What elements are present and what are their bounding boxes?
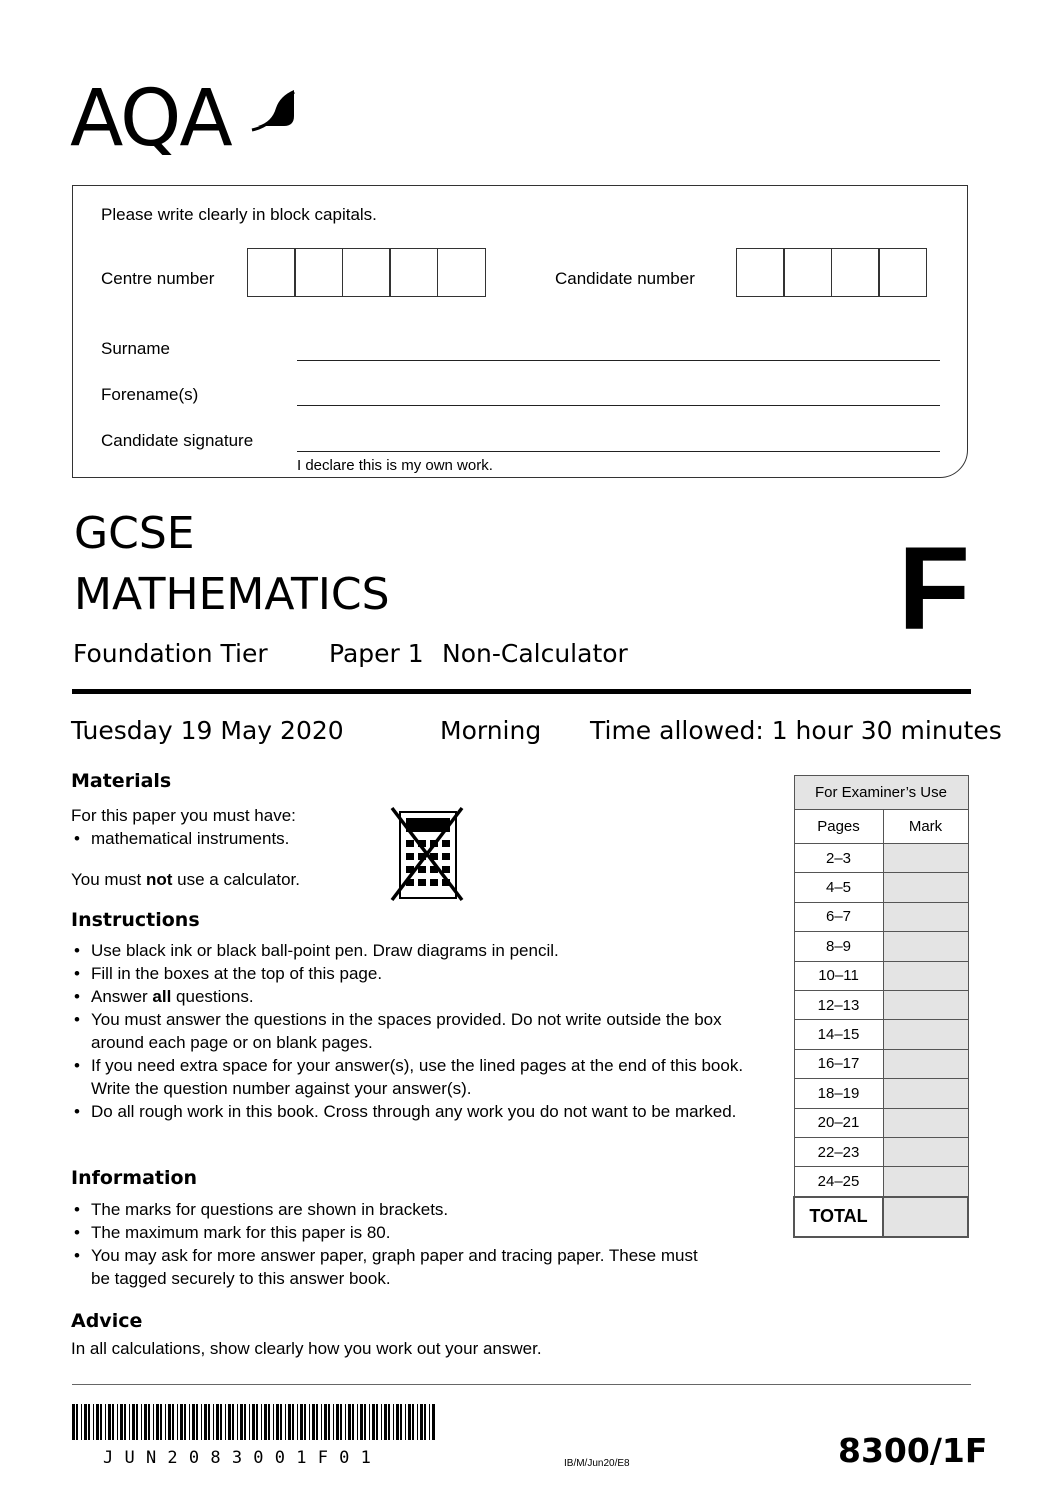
header-divider [72, 689, 971, 694]
forename-label: Forename(s) [101, 385, 199, 404]
total-row: TOTAL [794, 1197, 968, 1237]
mark-cell [883, 1108, 968, 1137]
pages-column-header: Pages [794, 810, 883, 844]
mark-cell [883, 1020, 968, 1049]
list-item: • Do all rough work in this book. Cross through any work you do not want to be marked. [71, 1100, 751, 1123]
signature-field[interactable] [297, 451, 940, 452]
table-row: 10–11 [794, 961, 968, 990]
list-item: • The marks for questions are shown in brackets. [71, 1198, 711, 1221]
no-calculator-icon [390, 806, 466, 902]
table-row: 20–21 [794, 1108, 968, 1137]
list-item: • The maximum mark for this paper is 80. [71, 1221, 711, 1244]
table-row: 16–17 [794, 1049, 968, 1078]
total-mark-cell [883, 1197, 968, 1237]
list-item: • You may ask for more answer paper, graph paper and tracing paper. These must be tagged securely to this answer book. [71, 1244, 711, 1290]
list-item: • Answer all questions. [71, 985, 751, 1008]
digit-box[interactable] [437, 248, 486, 297]
digit-box[interactable] [294, 248, 343, 297]
mark-cell [883, 1079, 968, 1108]
exam-session: Morning [440, 716, 542, 745]
forename-field[interactable] [297, 405, 940, 406]
examiners-use-table [793, 775, 969, 1238]
information-list [71, 1198, 711, 1290]
barcode-text: J U N 2 0 8 3 0 0 1 F 0 1 [103, 1448, 372, 1468]
table-row: 14–15 [794, 1020, 968, 1049]
list-item: • You must answer the questions in the spaces provided. Do not write outside the box around each page or on blank pages. [71, 1008, 751, 1054]
mark-cell [883, 902, 968, 931]
list-item: • Use black ink or black ball-point pen. Draw diagrams in pencil. [71, 939, 751, 962]
list-item: • Fill in the boxes at the top of this page. [71, 962, 751, 985]
declaration-text: I declare this is my own work. [297, 457, 493, 474]
materials-intro: For this paper you must have: [71, 806, 296, 825]
centre-number-boxes[interactable] [248, 248, 486, 297]
signature-label: Candidate signature [101, 431, 254, 450]
aqa-logo [70, 74, 231, 164]
table-row: 8–9 [794, 932, 968, 961]
digit-box[interactable] [783, 248, 832, 297]
mark-cell [883, 961, 968, 990]
mark-cell [883, 932, 968, 961]
tier-label: Foundation Tier [73, 639, 268, 668]
logo-text: AQA [70, 74, 231, 164]
digit-box[interactable] [389, 248, 438, 297]
surname-field[interactable] [297, 360, 940, 361]
advice-heading: Advice [71, 1310, 143, 1332]
calculator-label: Non-Calculator [442, 639, 628, 668]
digit-box[interactable] [831, 248, 880, 297]
document-reference: IB/M/Jun20/E8 [564, 1458, 630, 1469]
digit-box[interactable] [247, 248, 296, 297]
table-row: 22–23 [794, 1137, 968, 1166]
mark-cell [883, 873, 968, 902]
footer-divider [72, 1384, 971, 1385]
mark-cell [883, 990, 968, 1019]
table-row: 24–25 [794, 1167, 968, 1197]
digit-box[interactable] [736, 248, 785, 297]
materials-heading: Materials [71, 770, 172, 792]
materials-list [71, 827, 289, 850]
mark-cell [883, 1137, 968, 1166]
mark-cell [883, 1167, 968, 1197]
examiner-table-title: For Examiner’s Use [794, 776, 968, 810]
list-item: • mathematical instruments. [71, 827, 289, 850]
barcode [72, 1404, 440, 1450]
mark-cell [883, 844, 968, 873]
list-item: • If you need extra space for your answer(s), use the lined pages at the end of this book. Write the question number against your answer(s). [71, 1054, 751, 1100]
mark-column-header: Mark [883, 810, 968, 844]
calculator-notice: You must not use a calculator. [71, 870, 300, 889]
candidate-number-boxes[interactable] [737, 248, 927, 297]
table-row: 12–13 [794, 990, 968, 1019]
instructions-list [71, 939, 751, 1123]
mark-cell [883, 1049, 968, 1078]
information-heading: Information [71, 1167, 198, 1189]
instructions-heading: Instructions [71, 909, 200, 931]
paper-code: 8300/1F [838, 1431, 988, 1470]
time-allowed: Time allowed: 1 hour 30 minutes [590, 716, 1002, 745]
table-row: 2–3 [794, 844, 968, 873]
paper-label: Paper 1 [329, 639, 424, 668]
leaf-icon [250, 86, 298, 132]
subject-title: MATHEMATICS [74, 569, 390, 620]
table-row: 4–5 [794, 873, 968, 902]
digit-box[interactable] [878, 248, 927, 297]
qualification-title: GCSE [74, 508, 195, 559]
advice-text: In all calculations, show clearly how you work out your answer. [71, 1339, 542, 1358]
surname-label: Surname [101, 339, 170, 358]
centre-number-label: Centre number [101, 269, 215, 288]
table-row: 18–19 [794, 1079, 968, 1108]
candidate-number-label: Candidate number [555, 269, 695, 288]
block-capitals-instruction: Please write clearly in block capitals. [101, 205, 377, 224]
exam-date: Tuesday 19 May 2020 [71, 716, 344, 745]
digit-box[interactable] [342, 248, 391, 297]
tier-letter: F [898, 523, 971, 655]
table-row: 6–7 [794, 902, 968, 931]
